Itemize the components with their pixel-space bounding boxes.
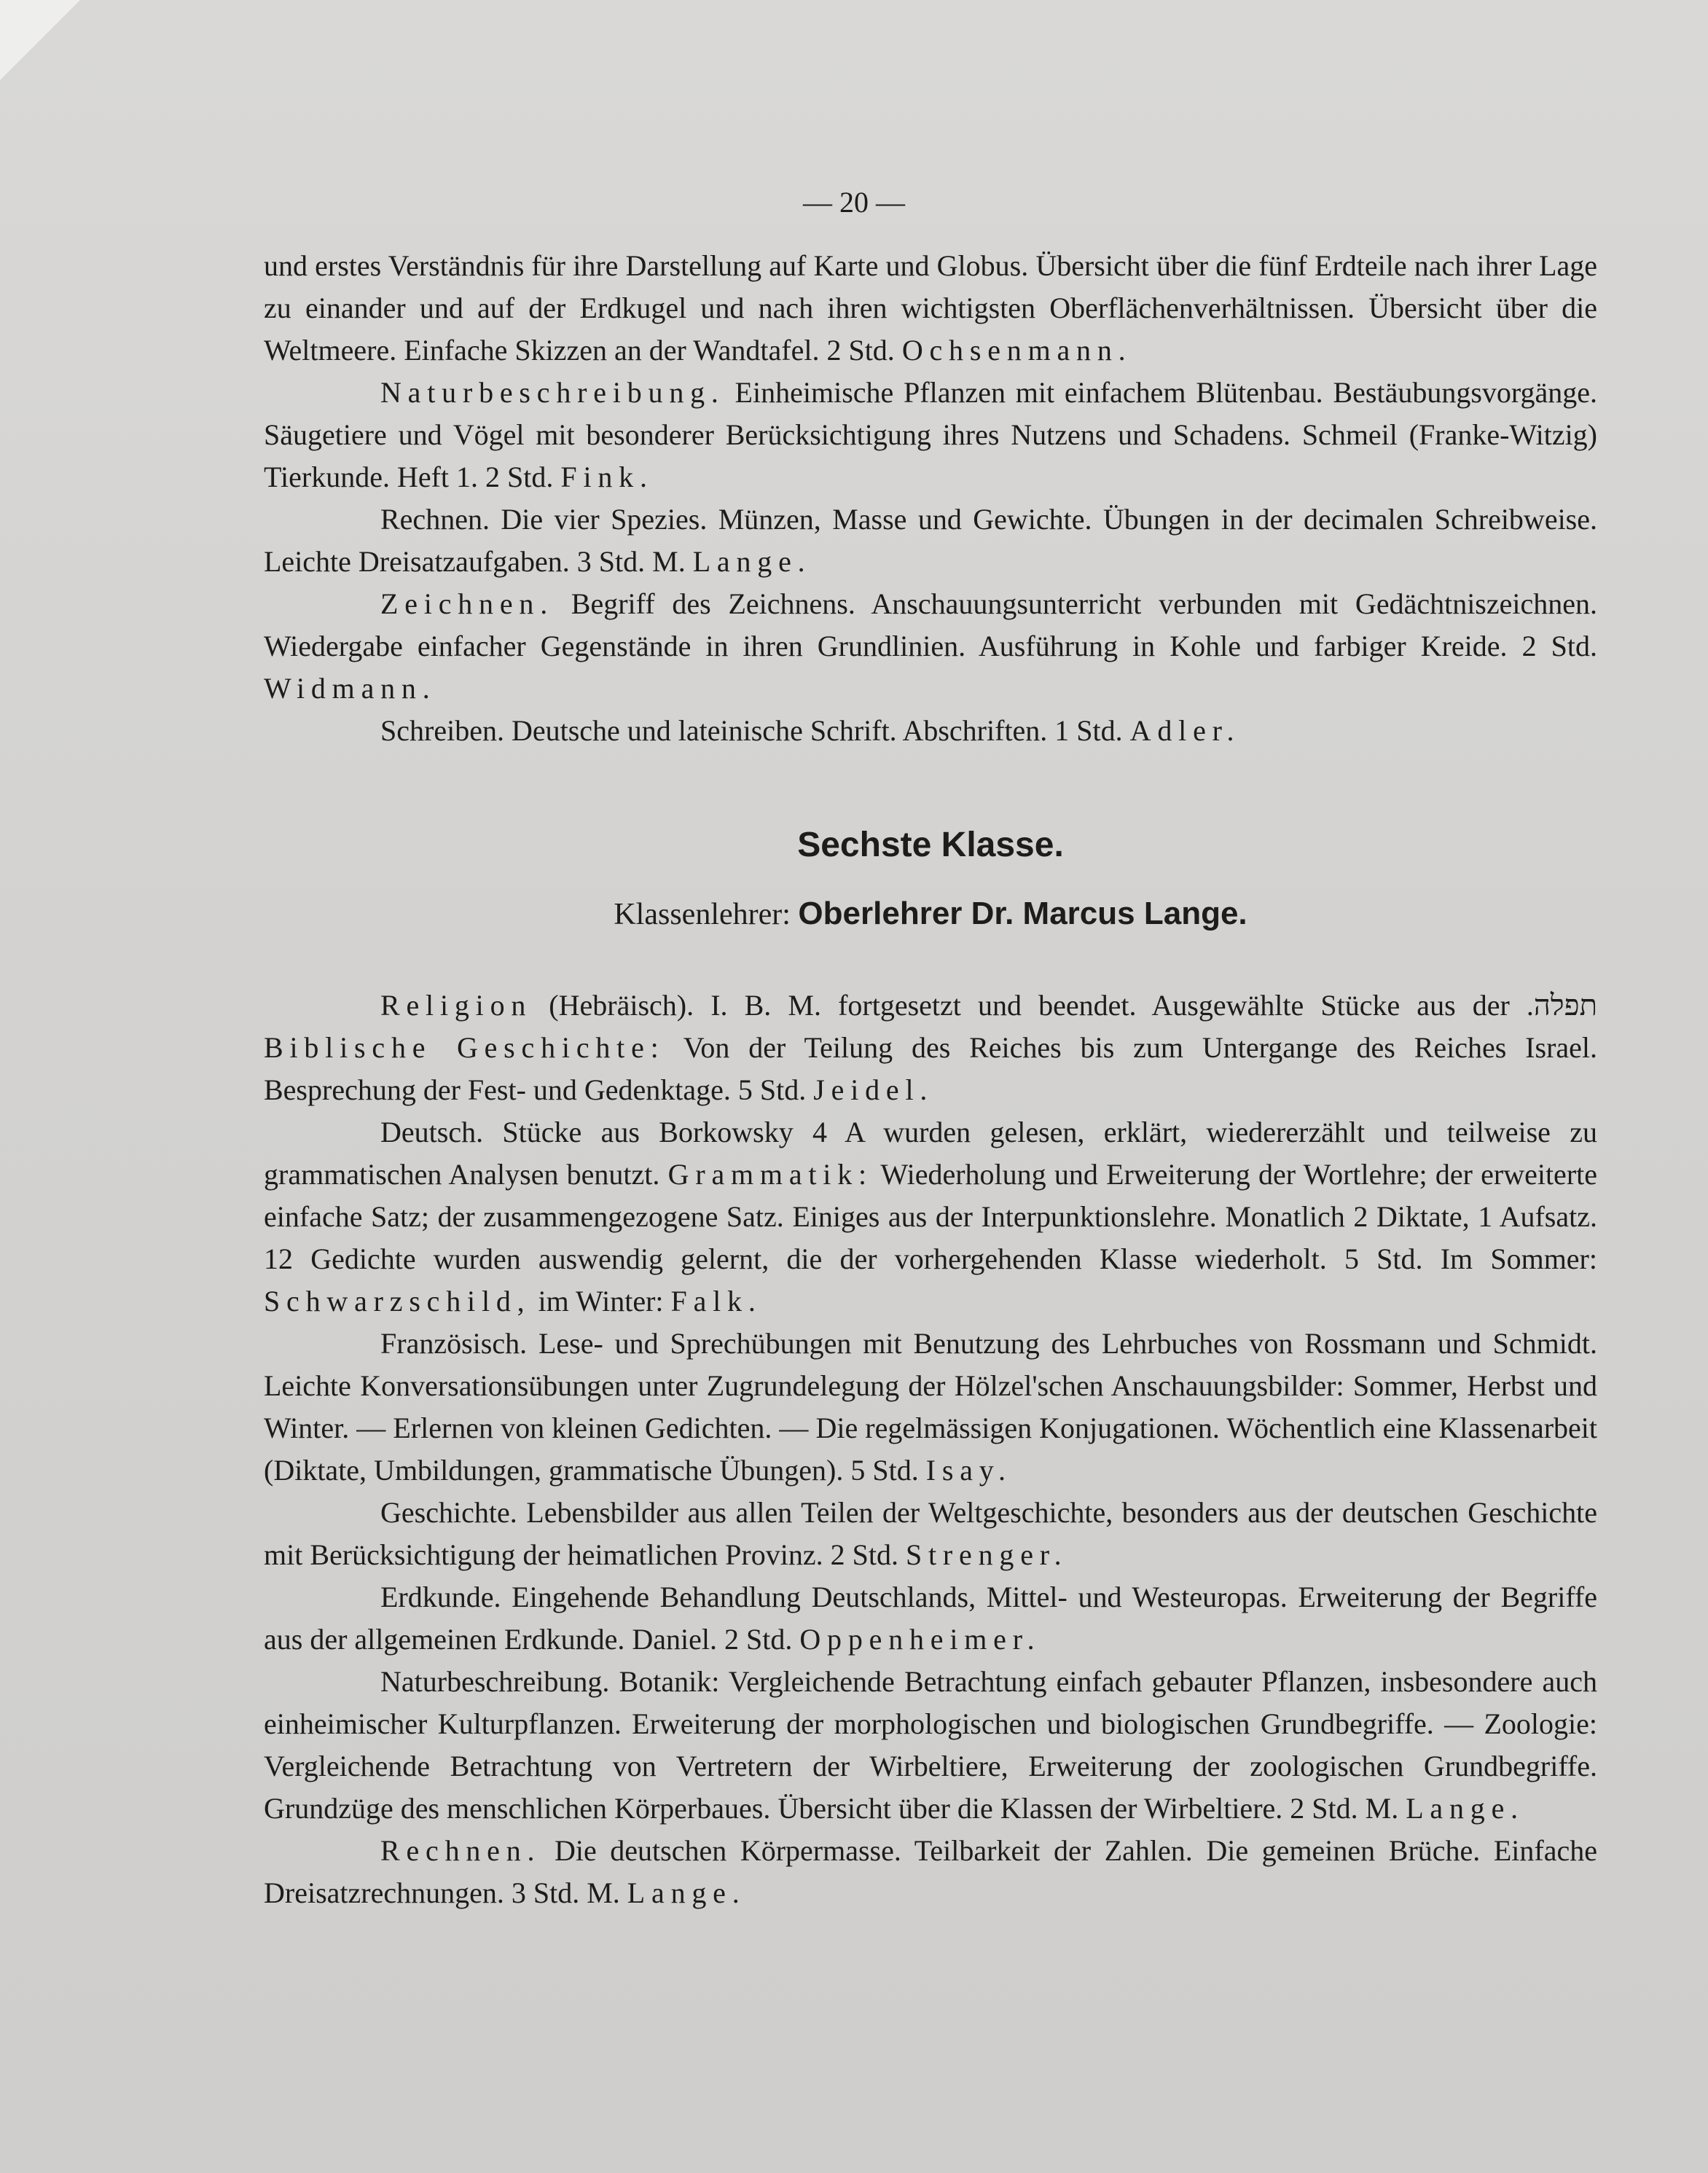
paragraph-text: Von der Teilung des Reiches bis zum Untergange des Reiches Israel. Besprechung der Fest- und Gedenktage. 5 Std.: [264, 1031, 1598, 1106]
subject-heading: Rechnen.: [380, 1834, 541, 1867]
paragraph-text: (Hebräisch). I. B. M. fortgesetzt und beendet. Ausgewählte Stücke aus der: [549, 989, 1510, 1022]
class-teacher-label: Klassenlehrer:: [614, 898, 791, 931]
paragraph-text: Die vier Spezies. Münzen, Masse und Gewichte. Übungen in der decimalen Schreibweise. Leichte Dreisatzaufgaben. 3 Std. M.: [264, 503, 1598, 578]
subject-subheading: Biblische Geschichte:: [264, 1031, 665, 1064]
teacher-name: Lange.: [1406, 1792, 1524, 1825]
paragraph-text: Wiederholung und Erweiterung der Wortlehre; der erweiterte einfache Satz; der zusammengezogene Satz. Einiges aus der Interpunktionslehre. Monatlich 2 Diktate, 1 Aufsatz. 12 Gedichte wurden auswendig gelernt, die der vorhergehenden Klasse wiederholt. 5 Std. Im Sommer:: [264, 1158, 1598, 1275]
class-teacher-line: [264, 892, 1597, 936]
paragraph-deutsch: [264, 1111, 1597, 1323]
paragraph-franzoesisch: [264, 1323, 1597, 1492]
paragraph-text: Einheimische Pflanzen mit einfachem Blütenbau. Bestäubungsvorgänge. Säugetiere und Vögel mit besonderer Berücksichtigung ihres Nutzens und Schadens. Schmeil (Franke-Witzig) Tierkunde. Heft 1. 2 Std.: [264, 376, 1598, 493]
paragraph-zeichnen: [264, 583, 1597, 710]
teacher-name: Strenger.: [905, 1538, 1068, 1571]
class-teacher-name: Oberlehrer Dr. Marcus Lange.: [798, 896, 1247, 931]
page-content: [264, 245, 1597, 1914]
paragraph-text: Stücke aus Borkowsky 4 A wurden gelesen, erklärt, wiedererzählt und teilweise zu grammatischen Analysen benutzt.: [264, 1116, 1598, 1191]
teacher-name: Fink.: [560, 461, 654, 493]
paragraph-naturbeschreibung-botanik: [264, 1661, 1597, 1830]
paragraph-text: Lebensbilder aus allen Teilen der Weltgeschichte, besonders aus der deutschen Geschichte mit Berücksichtigung der heimatlichen Provinz. 2 Std.: [264, 1496, 1598, 1571]
teacher-name: Oppenheimer.: [799, 1623, 1041, 1656]
subject-heading: Naturbeschreibung.: [380, 1665, 610, 1698]
subject-heading: Französisch.: [380, 1327, 528, 1360]
teacher-name: Lange.: [692, 545, 812, 578]
teacher-name: Isay.: [925, 1454, 1012, 1487]
paragraph-geschichte: [264, 1492, 1597, 1576]
teacher-name: Widmann.: [264, 672, 436, 705]
subject-heading: Rechnen.: [380, 503, 490, 536]
paragraph-naturbeschreibung: [264, 372, 1597, 498]
teacher-name: Ochsenmann.: [901, 334, 1132, 367]
paragraph-text: Deutsche und lateinische Schrift. Abschriften. 1 Std.: [511, 714, 1123, 747]
subject-heading: Erdkunde.: [380, 1581, 501, 1613]
subject-heading: Zeichnen.: [380, 587, 555, 620]
paragraph-rechnen-sechste: [264, 1830, 1597, 1914]
paragraph-text: und erstes Verständnis für ihre Darstellung auf Karte und Globus. Übersicht über die fünf Erdteile nach ihrer Lage zu einander und auf der Erdkugel und nach ihren wichtigsten Oberflächenverhältnissen. Übersicht über die Weltmeere. Einfache Skizzen an der Wandtafel. 2 Std.: [264, 249, 1597, 367]
page-number: — 20 —: [803, 186, 905, 219]
paragraph-schreiben: [264, 710, 1597, 752]
subject-heading: Naturbeschreibung.: [380, 376, 725, 409]
teacher-name: Adler.: [1129, 714, 1241, 747]
subject-heading: Deutsch.: [380, 1116, 484, 1148]
teacher-name: Jeidel.: [813, 1073, 934, 1106]
teacher-name: Schwarzschild,: [264, 1285, 531, 1317]
subject-heading: Schreiben.: [380, 714, 504, 747]
paragraph-religion: [264, 984, 1597, 1111]
folded-corner: [0, 0, 80, 80]
paragraph-rechnen: [264, 498, 1597, 583]
subject-heading: Religion: [380, 989, 533, 1022]
teacher-name: Falk.: [670, 1285, 762, 1317]
paragraph-text: Begriff des Zeichnens. Anschauungsunterricht verbunden mit Gedächtniszeichnen. Wiedergabe einfacher Gegenstände in ihren Grundlinien. Ausführung in Kohle und farbiger Kreide. 2 Std.: [264, 587, 1597, 662]
paragraph-text: Eingehende Behandlung Deutschlands, Mittel- und Westeuropas. Erweiterung der Begriffe aus der allgemeinen Erdkunde. Daniel. 2 Std.: [264, 1581, 1598, 1656]
paragraph-erdkunde-continued: [264, 245, 1597, 372]
paragraph-text: Lese- und Sprechübungen mit Benutzung des Lehrbuches von Rossmann und Schmidt. Leichte Konversationsübungen unter Zugrundelegung der Hölzel'schen Anschauungsbilder: Sommer, Herbst und Winter. — Erlernen von kleinen Gedichten. — Die regelmässigen Konjugationen. Wöchentlich eine Klassenarbeit (Diktate, Umbildungen, grammatische Übungen). 5 Std.: [264, 1327, 1598, 1487]
subject-heading: Geschichte.: [380, 1496, 517, 1529]
paragraph-text: im Winter:: [538, 1285, 664, 1317]
section-title: Sechste Klasse.: [797, 826, 1064, 864]
subject-subheading: Grammatik:: [667, 1158, 873, 1191]
teacher-name: Lange.: [627, 1876, 746, 1909]
paragraph-text: Die deutschen Körpermasse. Teilbarkeit der Zahlen. Die gemeinen Brüche. Einfache Dreisatzrechnungen. 3 Std. M.: [264, 1834, 1598, 1909]
paragraph-text: Botanik: Vergleichende Betrachtung einfach gebauter Pflanzen, insbesondere auch einheimischer Kulturpflanzen. Erweiterung der morphologischen und biologischen Grundbegriffe. — Zoologie: Vergleichende Betrachtung von Vertretern der Wirbeltiere, Erweiterung der zoologischen Grundbegriffe. Grundzüge des menschlichen Körperbaues. Übersicht über die Klassen der Wirbeltiere. 2 Std. M.: [264, 1665, 1598, 1825]
paragraph-erdkunde: [264, 1576, 1597, 1661]
hebrew-word: תפלה.: [1526, 989, 1597, 1022]
